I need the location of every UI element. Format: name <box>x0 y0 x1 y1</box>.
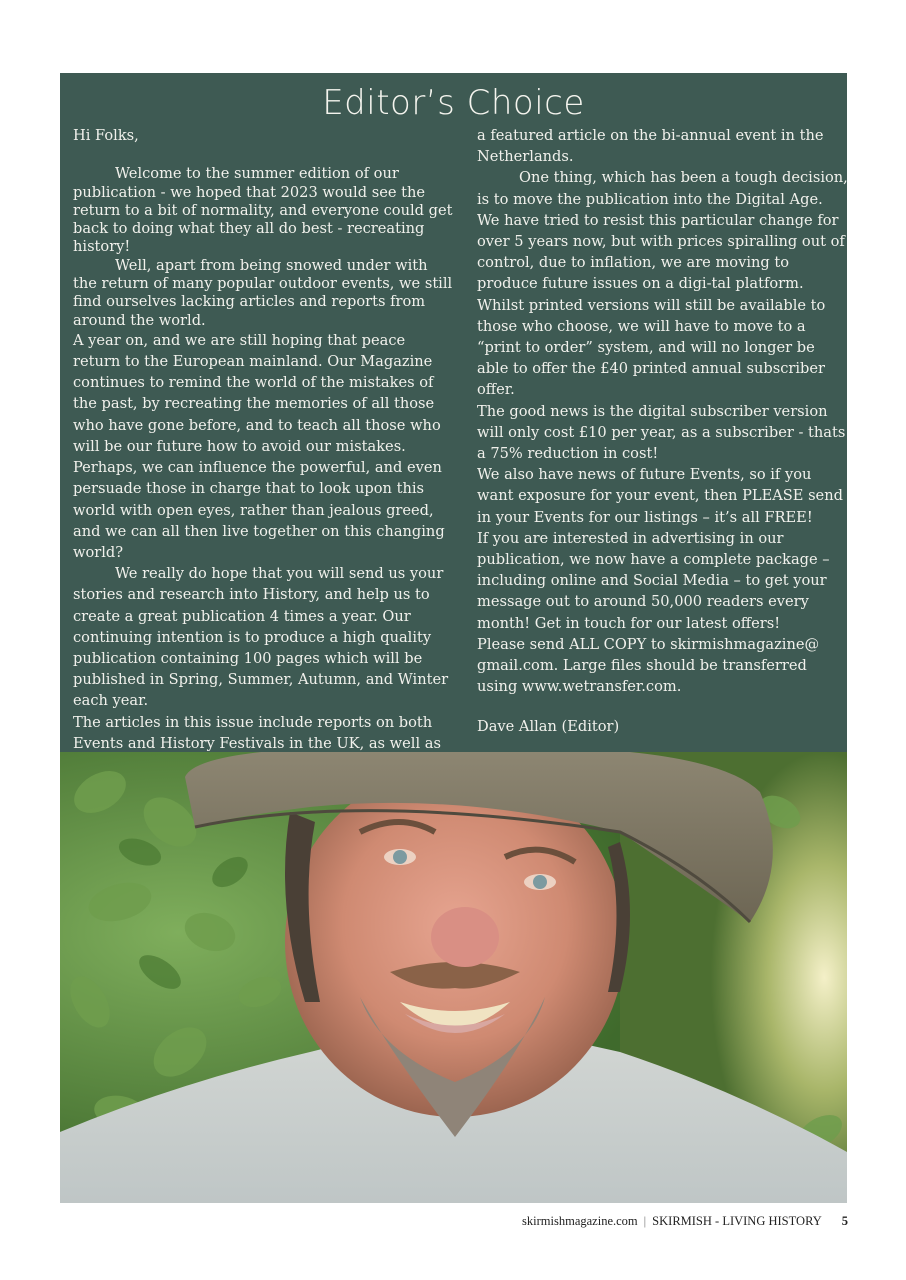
paragraph: The articles in this issue include reports on both Events and History Festivals in the UK, as well as <box>73 713 441 752</box>
footer-separator: | <box>643 1214 647 1228</box>
right-column <box>477 125 849 738</box>
editor-portrait-photo <box>60 752 847 1203</box>
page-footer <box>522 1214 848 1229</box>
paragraph: Welcome to the summer edition of our publication - we hoped that 2023 would see the return to a bit of normality, and everyone could get back to doing what they all do best - recreating history! <box>73 165 453 256</box>
paragraph: We really do hope that you will send us your stories and research into History, and help us to create a great publication 4 times a year. Our continuing intention is to produce a high quality publication containing 100 pages which will be published in Spring, Summer, Autumn, and Winter each year. <box>73 565 449 710</box>
spacer <box>477 697 849 716</box>
editor-signature: Dave Allan (Editor) <box>477 718 620 736</box>
paragraph: The good news is the digital subscriber version will only cost £10 per year, as a subscriber - thats a 75% reduction in cost! <box>477 402 846 463</box>
paragraph: Please send ALL COPY to skirmishmagazine@ gmail.com. Large files should be transferred using www.wetransfer.com. <box>477 635 820 696</box>
greeting: Hi Folks, <box>73 127 139 144</box>
footer-publication: SKIRMISH - LIVING HISTORY <box>652 1214 822 1228</box>
paragraph: We also have news of future Events, so if you want exposure for your event, then PLEASE send in your Events for our listings – it’s all FREE! <box>477 466 843 526</box>
paragraph: a featured article on the bi-annual event in the Netherlands. <box>477 127 824 166</box>
editors-choice-panel <box>60 73 847 753</box>
paragraph: Well, apart from being snowed under with the return of many popular outdoor events, we still find ourselves lacking articles and reports from around the world. <box>73 256 453 329</box>
footer-site-link[interactable]: skirmishmagazine.com <box>522 1214 638 1228</box>
article-title: Editor’s Choice <box>322 83 585 123</box>
paragraph: One thing, which has been a tough decision, is to move the publication into the Digital Age. We have tried to resist this particular change for over 5 years now, but with prices spiralling out of control, due to inflation, we are moving to produce future issues on a digi-tal platform. Whilst printed versions will still be available to those who choose, we will have to move to a “print to order” system, and will no longer be able to offer the £40 printed annual subscriber offer. <box>477 169 848 399</box>
page-number: 5 <box>841 1214 848 1228</box>
paragraph: A year on, and we are still hoping that peace return to the European mainland. Our Magazine continues to remind the world of the mistakes of the past, by recreating the memories of all those who have gone before, and to teach all those who will be our future how to avoid our mistakes. Perhaps, we can influence the powerful, and even persuade those in charge that to look upon this world with open eyes, rather than jealous greed, and we can all then live together on this changing world? <box>73 331 445 561</box>
left-column <box>73 125 453 754</box>
paragraph: If you are interested in advertising in our publication, we now have a complete package – including online and Social Media – to get your message out to around 50,000 readers every month! Get in touch for our latest offers! <box>477 529 830 632</box>
